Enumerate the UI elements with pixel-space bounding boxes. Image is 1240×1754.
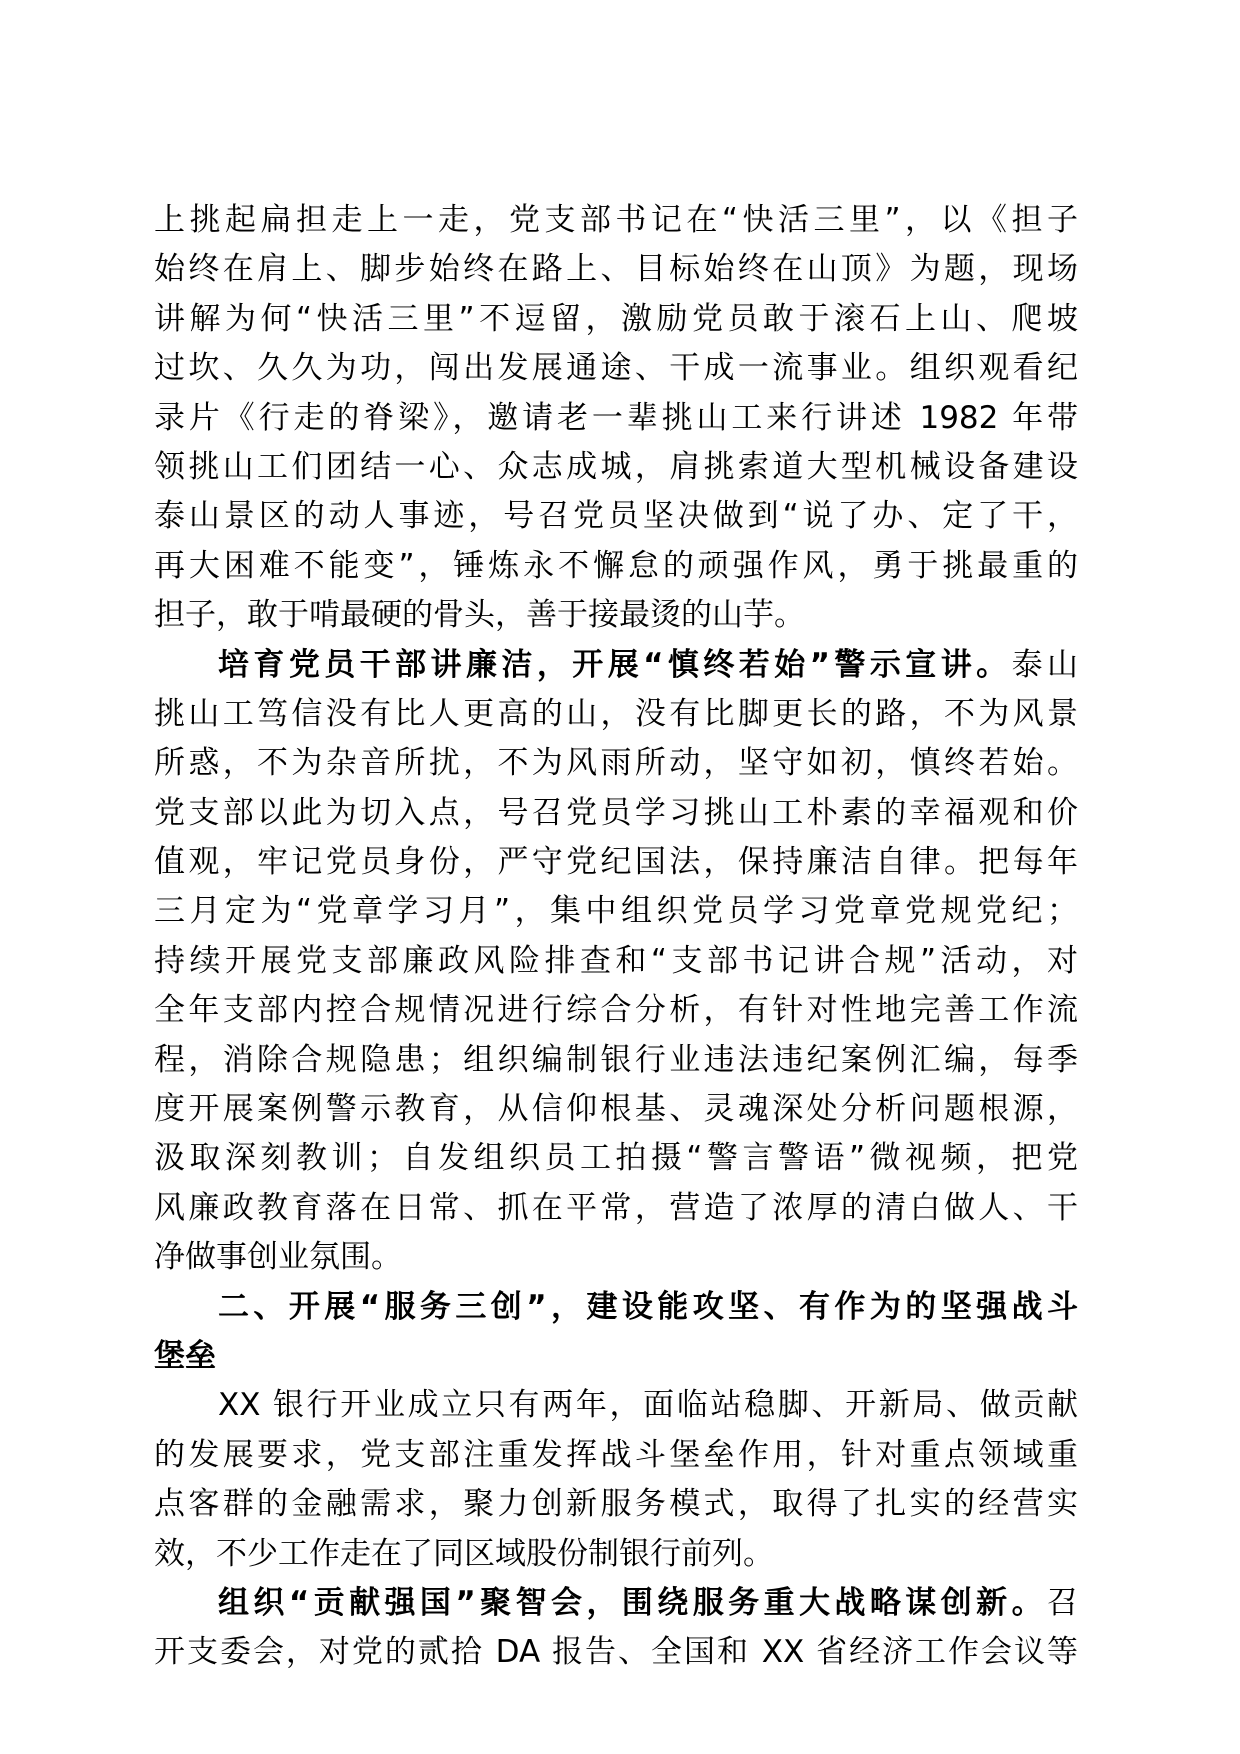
text-line: 程，消除合规隐患；组织编制银行业违法违纪案例汇编，每季 — [154, 1041, 1078, 1078]
paragraph-2 — [154, 641, 1078, 1283]
document-body — [154, 196, 1078, 1678]
lead-sentence: 组织“贡献强国”聚智会，围绕服务重大战略谋创新。 — [218, 1584, 1047, 1621]
lead-tail: 泰山 — [1011, 646, 1078, 683]
text-line: 汲取深刻教训；自发组织员工拍摄“警言警语”微视频，把党 — [154, 1140, 1078, 1177]
text-line: 挑山工笃信没有比人更高的山，没有比脚更长的路，不为风景 — [154, 695, 1078, 732]
paragraph-1 — [154, 196, 1078, 641]
text-line: 度开展案例警示教育，从信仰根基、灵魂深处分析问题根源， — [154, 1091, 1078, 1128]
text-line: 担子，敢于啃最硬的骨头，善于接最烫的山芋。 — [154, 597, 805, 634]
text-line: 三月定为“党章学习月”，集中组织党员学习党章党规党纪； — [154, 893, 1078, 930]
text-line: 点客群的金融需求，聚力创新服务模式，取得了扎实的经营实 — [154, 1486, 1078, 1523]
text-line: 全年支部内控合规情况进行综合分析，有针对性地完善工作流 — [154, 992, 1078, 1029]
text-line: 效，不少工作走在了同区域股份制银行前列。 — [154, 1535, 774, 1572]
text-line: XX 银行开业成立只有两年，面临站稳脚、开新局、做贡献 — [218, 1387, 1078, 1424]
section-heading — [154, 1283, 1078, 1382]
heading-line: 二、开展“服务三创”，建设能攻坚、有作为的坚强战斗 — [218, 1288, 1078, 1325]
lead-line — [154, 1579, 1078, 1628]
text-line: 上挑起扁担走上一走，党支部书记在“快活三里”，以《担子 — [154, 202, 1078, 238]
paragraph-3 — [154, 1381, 1078, 1579]
text-line: 开支委会，对党的贰拾 DA 报告、全国和 XX 省经济工作会议等 — [154, 1634, 1078, 1671]
text-line: 值观，牢记党员身份，严守党纪国法，保持廉洁自律。把每年 — [154, 844, 1078, 881]
text-line: 净做事创业氛围。 — [154, 1239, 402, 1276]
text-line: 过坎、久久为功，闯出发展通途、干成一流事业。组织观看纪 — [154, 350, 1078, 387]
text-line: 持续开展党支部廉政风险排查和“支部书记讲合规”活动，对 — [154, 942, 1078, 979]
text-line: 讲解为何“快活三里”不逗留，激励党员敢于滚石上山、爬坡 — [154, 300, 1078, 337]
text-line: 领挑山工们团结一心、众志成城，肩挑索道大型机械设备建设 — [154, 448, 1078, 485]
text-line: 始终在肩上、脚步始终在路上、目标始终在山顶》为题，现场 — [154, 251, 1078, 288]
lead-tail: 召 — [1047, 1584, 1078, 1621]
paragraph-4 — [154, 1579, 1078, 1678]
text-line: 泰山景区的动人事迹，号召党员坚决做到“说了办、定了干， — [154, 498, 1078, 535]
text-line: 的发展要求，党支部注重发挥战斗堡垒作用，针对重点领域重 — [154, 1436, 1078, 1473]
heading-line: 堡垒 — [154, 1337, 216, 1374]
text-line: 再大困难不能变”，锤炼永不懈怠的顽强作风，勇于挑最重的 — [154, 547, 1078, 584]
text-line: 录片《行走的脊梁》，邀请老一辈挑山工来行讲述 1982 年带 — [154, 399, 1078, 436]
lead-sentence: 培育党员干部讲廉洁，开展“慎终若始”警示宣讲。 — [218, 646, 1012, 683]
text-line: 所惑，不为杂音所扰，不为风雨所动，坚守如初，慎终若始。 — [154, 745, 1078, 782]
lead-line — [154, 641, 1078, 690]
text-line: 党支部以此为切入点，号召党员学习挑山工朴素的幸福观和价 — [154, 794, 1078, 831]
text-line: 风廉政教育落在日常、抓在平常，营造了浓厚的清白做人、干 — [154, 1189, 1078, 1226]
